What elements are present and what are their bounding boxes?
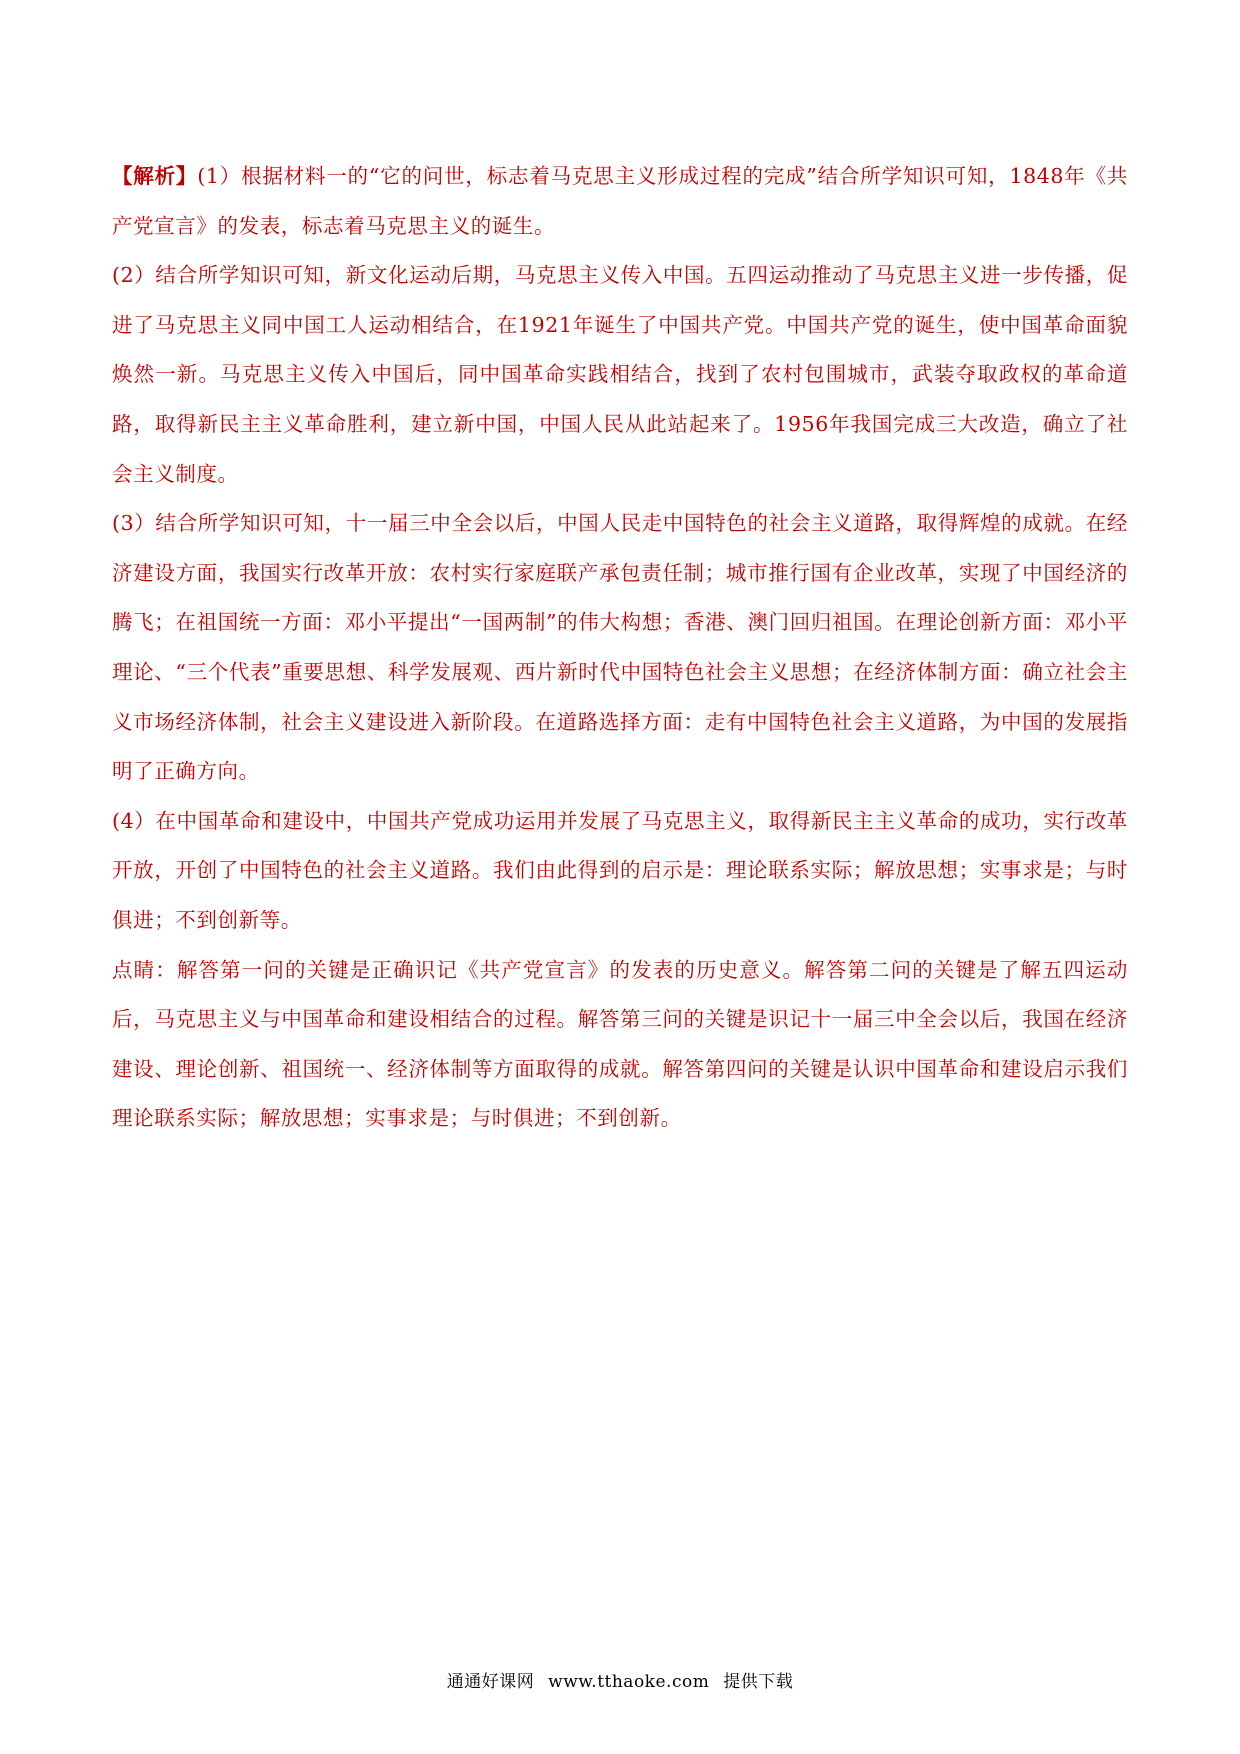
key-point-paragraph: 点睛：解答第一问的关键是正确识记《共产党宣言》的发表的历史意义。解答第二问的关键是了解五四运动后，马克思主义与中国革命和建设相结合的过程。解答第三问的关键是识记十一届三中全会以后，我国在经济建设、理论创新、祖国统一、经济体制等方面取得的成就。解答第四问的关键是认识中国革命和建设启示我们理论联系实际；解放思想；实事求是；与时俱进；不到创新。 [112,957,1128,1131]
analysis-paragraph-4: (4）在中国革命和建设中，中国共产党成功运用并发展了马克思主义，取得新民主主义革命的成功，实行改革开放，开创了中国特色的社会主义道路。我们由此得到的启示是：理论联系实际；解放思想；实事求是；与时俱进；不到创新等。 [112,808,1128,932]
footer-note: 提供下载 [723,1672,794,1692]
analysis-label: 【解析】 [112,164,198,188]
analysis-paragraph-3: (3）结合所学知识可知，十一届三中全会以后，中国人民走中国特色的社会主义道路，取得辉煌的成就。在经济建设方面，我国实行改革开放：农村实行家庭联产承包责任制；城市推行国有企业改革，实现了中国经济的腾飞；在祖国统一方面：邓小平提出“一国两制”的伟大构想；香港、澳门回归祖国。在理论创新方面：邓小平理论、“三个代表”重要思想、科学发展观、西片新时代中国特色社会主义思想；在经济体制方面：确立社会主义市场经济体制，社会主义建设进入新阶段。在道路选择方面：走有中国特色社会主义道路，为中国的发展指明了正确方向。 [112,511,1128,784]
analysis-paragraph-2: (2）结合所学知识可知，新文化运动后期，马克思主义传入中国。五四运动推动了马克思主义进一步传播，促进了马克思主义同中国工人运动相结合，在1921年诞生了中国共产党。中国共产党的诞生，使中国革命面貌焕然一新。马克思主义传入中国后，同中国革命实践相结合，找到了农村包围城市，武装夺取政权的革命道路，取得新民主主义革命胜利，建立新中国，中国人民从此站起来了。1956年我国完成三大改造，确立了社会主义制度。 [112,263,1128,486]
analysis-paragraph-1-text: (1）根据材料一的“它的问世，标志着马克思主义形成过程的完成”结合所学知识可知，1848年《共产党宣言》的发表，标志着马克思主义的诞生。 [112,164,1128,238]
page-footer [0,1667,1240,1692]
footer-site-name: 通通好课网 [446,1672,535,1692]
analysis-section [112,152,1128,1144]
analysis-paragraph-1 [112,152,1128,251]
footer-url: www.tthaoke.com [548,1672,710,1692]
